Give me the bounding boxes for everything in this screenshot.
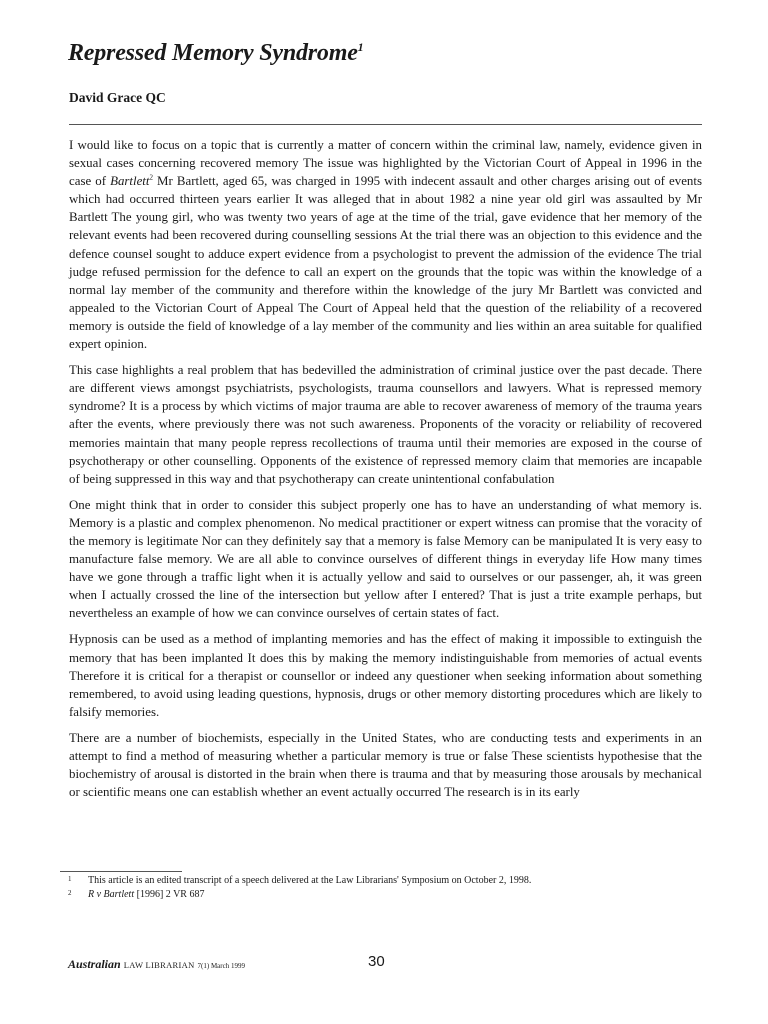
paragraph-2: This case highlights a real problem that has bedevilled the administration of criminal justice over the past decade. There are different views amongst psychiatrists, psychologists, trauma counsellors and lawyers. What is repressed memory syndrome? It is a process by which victims of major trauma are able to recover awareness of memory of the trauma years after the events, where previously there was not such awareness. Proponents of the voracity or reliability of recovered memories maintain that many people repress recollections of trauma until their memories are exposed in the course of psychotherapy or other counselling. Opponents of the existence of repressed memory claim that memories are incapable of being suppressed in this way and that psychotherapy can create unintentional confabulation bbox=[69, 363, 702, 486]
paragraph-5: There are a number of biochemists, especially in the United States, who are conducting tests and experiments in an attempt to find a method of measuring whether a particular memory is true or false These scientists hypothesise that the biochemistry of arousal is distorted in the brain when there is trauma and that by measuring those arousals by mechanical or scientific means one can establish whether an event actually occurred The research is in its early bbox=[69, 730, 702, 800]
footnote-1-text: This article is an edited transcript of a speech delivered at the Law Librarians' Symposium on October 2, 1998. bbox=[88, 875, 532, 886]
journal-name-caps: LAW LIBRARIAN bbox=[123, 960, 195, 970]
paragraph-3: One might think that in order to consider this subject properly one has to have an understanding of what memory is. Memory is a plastic and complex phenomenon. No medical practitioner or expert witness can promise that the voracity of the memory is legitimate Nor can they definitely say that a memory is false Memory can be manipulated It is very easy to manufacture false memory. We are all able to convince ourselves of different things in everyday life How many times have we gone through a traffic light when it is actually yellow and said to ourselves or our passenger, ah, it was green when I actually crossed the line of the intersection but yellow after I entered? That is just a trite example perhaps, but nevertheless an example of how we can convince ourselves of certain states of fact. bbox=[69, 497, 702, 621]
footnote-ref-2: 2 bbox=[149, 173, 153, 182]
paragraph-1-lead: I would like to focus on a topic that is currently a matter of concern within the criminal law, namely, evidence given in sexual cases concerning recovered memory The issue was highlighted by the Victorian Court of Appeal in 1996 in the case of bbox=[69, 138, 702, 189]
page-footer bbox=[68, 953, 708, 977]
journal-name-italic: Australian bbox=[68, 957, 121, 971]
footnotes bbox=[68, 874, 688, 902]
paragraph-4: Hypnosis can be used as a method of implanting memories and has the effect of making it impossible to extinguish the memory that has been implanted It does this by making the memory indistinguishable from memories of actual events Therefore it is critical for a therapist or counsellor or indeed any questioner when seeking information about something remembered, to avoid using leading questions, hypnosis, drugs or other memory distorting procedures which are likely to falsify memories. bbox=[69, 632, 702, 719]
footnote-2-body bbox=[88, 888, 688, 902]
footnote-divider bbox=[60, 871, 182, 872]
footnote-2 bbox=[68, 888, 688, 902]
paragraph-1 bbox=[69, 136, 702, 353]
footnote-ref-1: 1 bbox=[357, 40, 364, 54]
article-title bbox=[68, 40, 363, 67]
footnote-1 bbox=[68, 874, 688, 888]
paragraph-1-rest: Mr Bartlett, aged 65, was charged in 1995 with indecent assault and other charges arising out of events which had occurred thirteen years earlier It was alleged that in about 1982 a nine year old girl was assaulted by Mr Bartlett The young girl, who was twenty two years of age at the time of the trial, gave evidence that her memory of the relevant events had been recovered during counselling sessions At the trial there was an objection to this evidence and the defence counsel sought to adduce expert evidence from a psychologist to prevent the admission of the evidence The trial judge refused permission for the defence to call an expert on the grounds that the topic was within the knowledge of a normal lay member of the community and therefore within the knowledge of the jury Mr Bartlett was convicted and appealed to the Victorian Court of Appeal The Court of Appeal held that the question of the reliability of a recovered memory is outside the field of knowledge of a lay member of the community and lies within an area suitable for qualified expert opinion. bbox=[69, 174, 702, 352]
article-body bbox=[69, 136, 702, 809]
author-name: David Grace QC bbox=[69, 90, 166, 105]
footnote-2-text: [1996] 2 VR 687 bbox=[134, 889, 205, 900]
journal-name bbox=[68, 957, 245, 972]
case-name-bartlett: Bartlett bbox=[110, 174, 150, 189]
page-number: 30 bbox=[368, 953, 385, 970]
footnote-2-case: R v Bartlett bbox=[88, 889, 135, 900]
journal-issue: 7(1) March 1999 bbox=[197, 962, 245, 970]
header-divider bbox=[69, 124, 702, 125]
article-title-text: Repressed Memory Syndrome bbox=[68, 40, 358, 66]
footnote-1-marker: 1 bbox=[68, 875, 72, 883]
footnote-2-marker: 2 bbox=[68, 889, 72, 897]
